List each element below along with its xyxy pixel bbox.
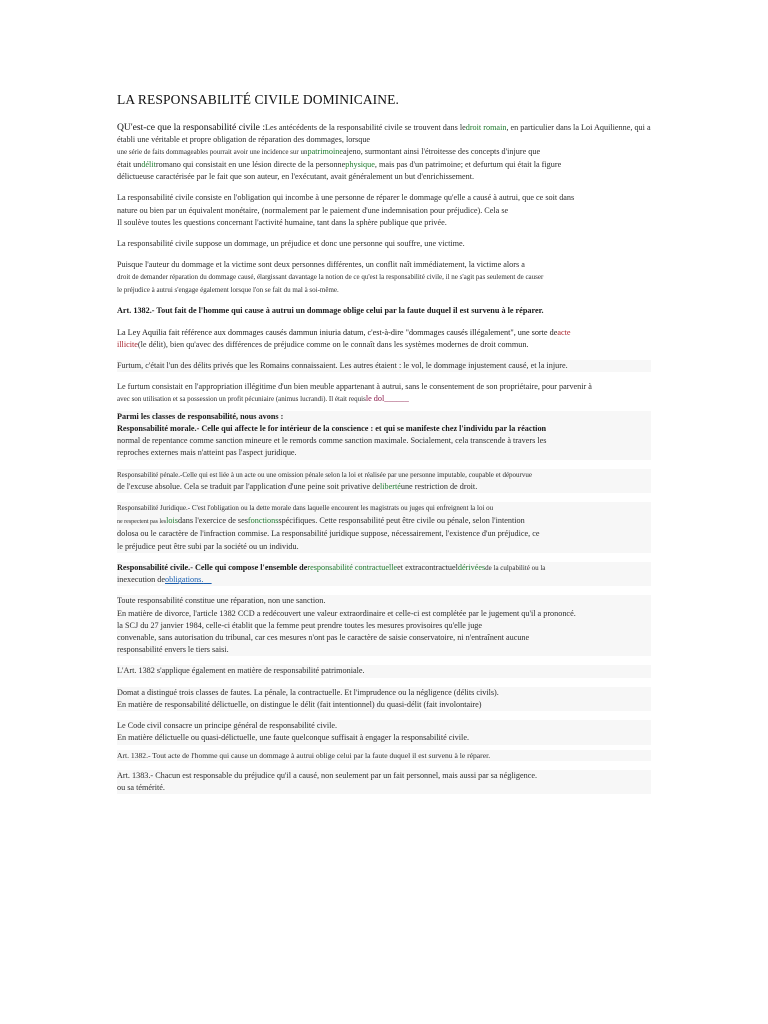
article-1382-bold: Art. 1382.- Tout fait de l'homme qui cause à autrui un dommage oblige celui par la faute duquel il est survenu à le réparer. [117, 306, 544, 316]
link-droit-romain[interactable]: droit romain [465, 123, 507, 132]
text: dolosa ou le caractère de l'infraction commise. La responsabilité juridique suppose, nécessairement, l'existence d'un préjudice, ce [117, 529, 540, 539]
paragraph-juridique [117, 502, 651, 552]
paragraph-furtum-def [117, 381, 651, 406]
text-small: Responsabilité Juridique.- C'est l'obligation ou la dette morale dans laquelle encourent les magistrats ou juges qui enfreignent la loi ou [117, 504, 494, 513]
paragraph-obligation [117, 192, 651, 229]
text: (le délit), bien qu'avec des différences de préjudice comme on le connaît dans les systèmes modernes de droit commun. [137, 339, 529, 349]
link-lois[interactable]: lois [166, 515, 178, 525]
text: ajeno, surmontant ainsi l'étroitesse des concepts d'injure que [342, 147, 541, 157]
text: Le furtum consistait en l'appropriation illégitime d'un bien meuble appartenant à autrui, sans le consentement de son propriétaire, pour parvenir à [117, 382, 592, 392]
text: la SCJ du 27 janvier 1984, celle-ci établit que la femme peut prendre toutes les mesures provisoires qu'elle juge [117, 620, 483, 630]
link-patrimoine[interactable]: patrimoine [307, 147, 343, 157]
text: , en particulier dans la Loi Aquilienne, qui a établi une véritable et propre obligation de réparation des dommages, lorsque [117, 123, 651, 145]
link-acte-illicite-cont[interactable]: illicite [117, 339, 138, 349]
text: reproches externes mais n'atteint pas l'aspect juridique. [117, 448, 297, 458]
text: inexecution de [117, 575, 165, 585]
text: Art. 1383.- Chacun est responsable du préjudice qu'il a causé, non seulement par un fait personnel, mais aussi par sa négligence. [117, 771, 538, 780]
text-small: ne respectent pas les [117, 518, 167, 525]
text-small: Responsabilité pénale.-Celle qui est liée à un acte ou une omission pénale selon la loi et réalisée par une personne imputable, coupable et dépourvue [117, 470, 532, 479]
paragraph-ley-aquilia [117, 327, 651, 351]
text: Toute responsabilité constitue une réparation, non une sanction. [117, 596, 326, 606]
document-body [117, 92, 651, 794]
paragraph-classes [117, 411, 651, 460]
text: délictueuse caractérisée par le fait que son auteur, en l'exécutant, avait généralement un but d'enrichissement. [117, 172, 475, 182]
text-small: de la culpabilité ou la [485, 563, 546, 572]
page-title: LA RESPONSABILITÉ CIVILE DOMINICAINE. [117, 92, 399, 107]
article-1383 [117, 770, 651, 794]
text: La Ley Aquilia fait référence aux dommages causés dammun iniuria datum, c'est-à-dire "dommages causés illégalement", une sorte de [117, 327, 558, 337]
text-small: le préjudice à autrui s'engage également lorsque l'on se fait du mal à soi-même. [117, 285, 339, 294]
link-physique[interactable]: physique [345, 159, 375, 169]
text: était un [117, 159, 142, 169]
link-derivees[interactable]: dérivées [457, 562, 486, 572]
text-small: avec son utilisation et sa possession un profit pécuniaire (animus lucrandi). Il était requis [117, 395, 366, 404]
text: convenable, sans autorisation du tribunal, car ces mesures n'ont pas le caractère de saisie conservatoire, ni n'entraînent aucune [117, 633, 530, 643]
text: La responsabilité civile consiste en l'obligation qui incombe à une personne de réparer le dommage qu'elle a causé à autrui, que ce soit dans [117, 193, 575, 203]
paragraph-art-1382-patrimoniale: L'Art. 1382 s'applique également en matière de responsabilité patrimoniale. [117, 665, 651, 677]
paragraph-code-civil [117, 720, 651, 744]
link-responsabilite-contractuelle[interactable]: responsabilité contractuelle [307, 562, 398, 572]
link-liberte[interactable]: liberté [379, 482, 401, 492]
paragraph-definition [117, 122, 651, 183]
text: responsabilité envers le tiers saisi. [117, 645, 229, 655]
text: le préjudice peut être subi par la société ou un individu. [117, 541, 299, 551]
link-delit[interactable]: délit [141, 159, 156, 169]
text: Le Code civil consacre un principe général de responsabilité civile. [117, 721, 338, 731]
text-small: droit de demander réparation du dommage causé, élargissant davantage la notion de ce qu'est la responsabilité civile, il ne s'agit pas seulement de causer [117, 273, 544, 282]
link-fonctions[interactable]: fonctions [247, 515, 279, 525]
text: En matière délictuelle ou quasi-délictuelle, une faute quelconque suffisait à engager la responsabilité civile. [117, 733, 470, 743]
text: une restriction de droit. [400, 482, 478, 492]
text: En matière de divorce, l'article 1382 CCD a redécouvert une valeur extraordinaire et celle-ci est complétée par le jugement qu'il a prononcé. [117, 608, 576, 618]
paragraph-victime [117, 259, 651, 296]
underline-blank: ______ [384, 394, 409, 404]
text: spécifiques. Cette responsabilité peut être civile ou pénale, selon l'intention [278, 515, 525, 525]
article-1382: Art. 1382.- Tout acte de l'homme qui cause un dommage à autrui oblige celui par la faute duquel il est survenu à le réparer. [117, 750, 651, 762]
paragraph-reparation [117, 595, 651, 656]
text: ou sa témérité. [117, 783, 165, 793]
text: nature ou bien par un équivalent monétaire, (normalement par le paiement d'une indemnisation pour préjudice). Cela se [117, 205, 509, 215]
text: et extracontractuel [397, 562, 458, 572]
text: romano qui consistait en une lésion directe de la personne [155, 159, 346, 169]
link-acte-illicite[interactable]: acte [557, 327, 571, 337]
text: de l'excuse absolue. Cela se traduit par l'application d'une peine soit privative de [117, 482, 380, 492]
text: Domat a distingué trois classes de fautes. La pénale, la contractuelle. Et l'imprudence ou la négligence (délits civils). [117, 687, 499, 697]
paragraph-penale [117, 469, 651, 494]
classes-heading: Parmi les classes de responsabilité, nous avons : [117, 411, 284, 421]
text-small: une série de faits dommageables pourrait avoir une incidence sur un [117, 148, 308, 157]
paragraph-domat [117, 687, 651, 711]
paragraph-civile [117, 562, 651, 587]
link-dol[interactable]: le dol [365, 394, 385, 404]
text: normal de repentance comme sanction mineure et le remords comme sanction maximale. Socialement, cela transcende à travers les [117, 436, 547, 446]
text: Il soulève toutes les questions concernant l'activité humaine, tant dans la sphère publique que privée. [117, 217, 447, 227]
text: , mais pas d'un patrimoine; et defurtum qui était la figure [374, 159, 562, 169]
text: En matière de responsabilité délictuelle, on distingue le délit (fait intentionnel) du quasi-délit (fait involontaire) [117, 699, 482, 709]
paragraph-dommage: La responsabilité civile suppose un dommage, un préjudice et donc une personne qui souffre, une victime. [117, 238, 465, 248]
responsabilite-civile-heading: Responsabilité civile.- Celle qui compose l'ensemble de [117, 562, 308, 572]
underline-blank [203, 575, 211, 584]
responsabilite-morale: Responsabilité morale.- Celle qui affecte le for intérieur de la conscience : et qui se manifeste chez l'individu par la réaction [117, 424, 547, 434]
text: Puisque l'auteur du dommage et la victime sont deux personnes différentes, un conflit naît immédiatement, la victime alors a [117, 260, 525, 270]
text: Les antécédents de la responsabilité civile se trouvent dans le [264, 123, 466, 132]
text: dans l'exercice de ses [178, 515, 248, 525]
link-obligations[interactable]: obligations. [164, 575, 204, 585]
question-heading: QU'est-ce que la responsabilité civile : [117, 122, 265, 133]
paragraph-furtum: Furtum, c'était l'un des délits privés que les Romains connaissaient. Les autres étaient : le vol, le dommage injustement causé, et la injure. [117, 360, 651, 372]
